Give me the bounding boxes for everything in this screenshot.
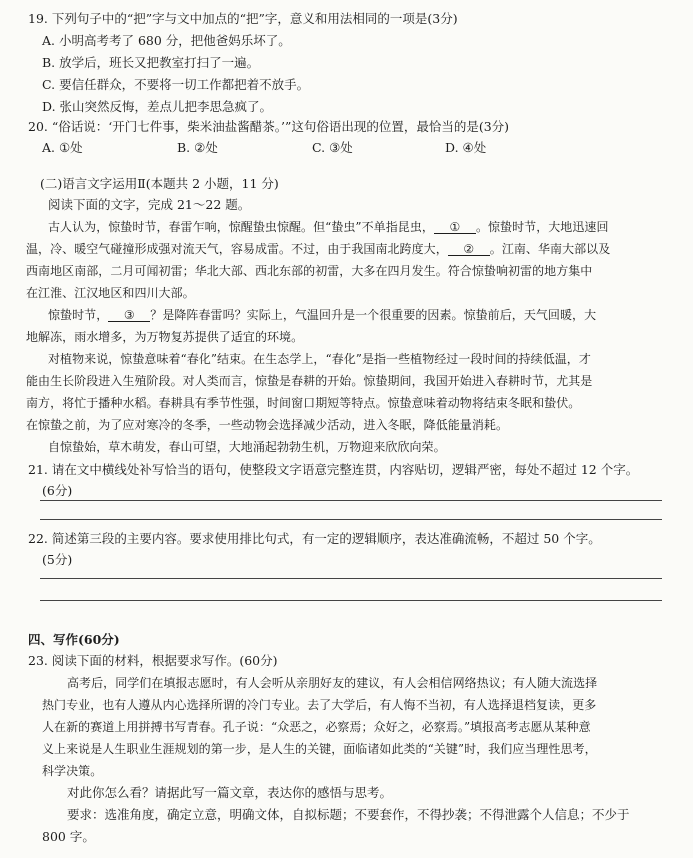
material-line: 高考后，同学们在填报志愿时，有人会听从亲朋好友的建议，有人会相信网络热议；有人随大流选择 <box>67 676 598 690</box>
passage-line <box>48 309 596 322</box>
answer-line <box>40 578 662 579</box>
q20-stem: 20. “俗话说：‘开门七件事，柴米油盐酱醋茶。’”这句俗语出现的位置，最恰当的是(3分) <box>28 119 510 134</box>
material-line: 义上来说是人生职业生涯规划的第一步，是人生的关键，面临诸如此类的“关键”时，我们应当理性思考， <box>42 742 597 756</box>
q23-stem: 23. 阅读下面的材料，根据要求写作。(60分) <box>28 653 278 668</box>
passage-line: 西南地区南部，二月可闻初雷；华北大部、西北东部的初雷，大多在四月发生。符合惊蛰响初雷的地方集中 <box>26 264 593 278</box>
writing-heading: 四、写作(60分) <box>28 632 120 647</box>
passage-text: 惊蛰时节， <box>48 308 109 322</box>
passage-text: ？是降阵春雷吗？实际上，气温回升是一个很重要的因素。惊蛰前后，天气回暖，大 <box>150 308 597 322</box>
answer-line <box>40 500 662 501</box>
passage-text: 温，冷、暖空气碰撞形成强对流天气，容易成雷。不过，由于我国南北跨度大， <box>26 242 448 256</box>
blank-2: ② <box>448 243 490 256</box>
q19-option-c: C. 要信任群众，不要将一切工作都把着不放手。 <box>42 77 310 92</box>
q19-option-a: A. 小明高考考了 680 分，把他爸妈乐坏了。 <box>42 33 291 48</box>
passage-line <box>26 243 610 256</box>
q20-option-c: C. ③处 <box>312 140 353 155</box>
passage-line: 地解冻，雨水增多，为万物复苏提供了适宜的环境。 <box>26 330 304 344</box>
writing-requirements-cont: 800 字。 <box>42 829 95 844</box>
passage-line: 在江淮、江汉地区和四川大部。 <box>26 286 195 300</box>
material-line: 热门专业，也有人遵从内心选择所谓的冷门专业。去了大学后，有人悔不当初，有人选择退档复读，更多 <box>42 698 597 712</box>
passage-text: 古人认为，惊蛰时节，春雷乍响，惊醒蛰虫惊醒。但“蛰虫”不单指昆虫， <box>48 220 434 234</box>
passage-line: 自惊蛰始，草木萌发，春山可望，大地涌起勃勃生机，万物迎来欣欣向荣。 <box>48 440 446 454</box>
q19-option-b: B. 放学后，班长又把教室打扫了一遍。 <box>42 55 260 70</box>
q21-stem: 21. 请在文中横线处补写恰当的语句，使整段文字语意完整连贯，内容贴切，逻辑严密，每处不超过 12 个字。 <box>28 462 639 477</box>
answer-line <box>40 600 662 601</box>
section-intro: 阅读下面的文字，完成 21～22 题。 <box>48 197 251 212</box>
q22-stem: 22. 简述第三段的主要内容。要求使用排比句式，有一定的逻辑顺序，表达准确流畅，不超过 50 个字。 <box>28 531 601 546</box>
blank-3: ③ <box>108 309 150 322</box>
q20-option-b: B. ②处 <box>177 140 218 155</box>
passage-line: 在惊蛰之前，为了应对寒冷的冬季，一些动物会选择减少活动，进入冬眠，降低能量消耗。 <box>26 418 509 432</box>
material-line: 人在新的赛道上用拼搏书写青春。孔子说：“众恶之，必察焉；众好之，必察焉。”填报高考志愿从某种意 <box>42 720 591 734</box>
passage-text: 。江南、华南大部以及 <box>489 242 611 256</box>
q20-option-a: A. ①处 <box>42 140 83 155</box>
q19-stem: 19. 下列句子中的“把”字与文中加点的“把”字，意义和用法相同的一项是(3分) <box>28 11 458 26</box>
q20-option-d: D. ④处 <box>445 140 487 155</box>
passage-line: 对植物来说，惊蛰意味着“春化”结束。在生态学上，“春化”是指一些植物经过一段时间的持续低温，才 <box>48 352 591 366</box>
passage-line: 南方，将忙于播种水稻。春耕具有季节性强，时间窗口期短等特点。惊蛰意味着动物将结束冬眠和蛰伏。 <box>26 396 581 410</box>
answer-line <box>40 519 662 520</box>
q19-option-d: D. 张山突然反悔，差点儿把李思急疯了。 <box>42 99 273 114</box>
passage-line <box>48 221 609 234</box>
blank-1: ① <box>434 221 476 234</box>
passage-text: 。惊蛰时节，大地迅速回 <box>475 220 609 234</box>
q22-score: (5分) <box>42 552 73 567</box>
q21-score: (6分) <box>42 483 73 498</box>
material-line: 科学决策。 <box>42 764 103 778</box>
section-heading: (二)语言文字运用Ⅱ(本题共 2 小题，11 分) <box>40 176 279 191</box>
writing-prompt: 对此你怎么看？请据此写一篇文章，表达你的感悟与思考。 <box>67 785 393 800</box>
passage-line: 能由生长阶段进入生殖阶段。对人类而言，惊蛰是春耕的开始。惊蛰期间，我国开始进入春耕时节，尤其是 <box>26 374 593 388</box>
writing-requirements: 要求：选准角度，确定立意，明确文体，自拟标题；不要套作，不得抄袭；不得泄露个人信息；不少于 <box>67 807 630 822</box>
